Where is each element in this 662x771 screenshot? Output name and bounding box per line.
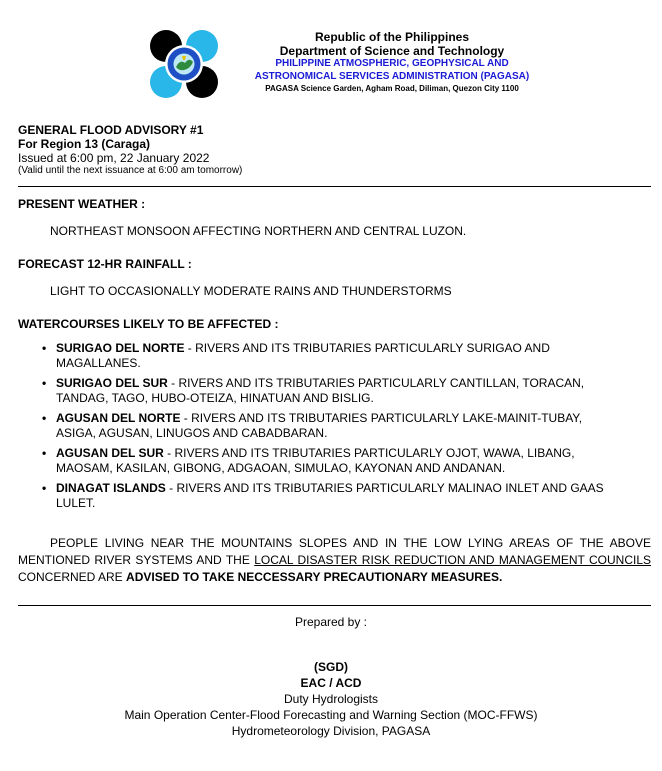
signatory-division: Hydrometeorology Division, PAGASA	[231, 724, 431, 738]
divider-top	[18, 186, 651, 187]
province-name: AGUSAN DEL SUR	[56, 446, 164, 460]
list-item	[40, 341, 620, 371]
agency-line-1: PHILIPPINE ATMOSPHERIC, GEOPHYSICAL AND	[275, 58, 509, 69]
river-list: - RIVERS AND ITS TRIBUTARIES PARTICULARLY LAKE-MAINIT-TUBAY, ASIGA, AGUSAN, LINUGOS AND CABADBARAN.	[56, 411, 583, 440]
river-list: - RIVERS AND ITS TRIBUTARIES PARTICULARLY OJOT, WAWA, LIBANG, MAOSAM, KASILAN, GIBONG, ADGAOAN, SIMULAO, KAYONAN AND ANDANAN.	[56, 446, 575, 475]
province-name: AGUSAN DEL NORTE	[56, 411, 181, 425]
province-name: SURIGAO DEL NORTE	[56, 341, 185, 355]
present-weather-text: NORTHEAST MONSOON AFFECTING NORTHERN AND CENTRAL LUZON.	[50, 224, 467, 238]
advisory-issued: Issued at 6:00 pm, 22 January 2022	[18, 151, 210, 165]
list-item	[40, 376, 620, 406]
precaution-text-1: PEOPLE LIVING NEAR THE MOUNTAINS SLOPES AND IN THE LOW LYING AREAS OF THE ABOVE MENTIONED RIVER SYSTEMS AND THE	[18, 536, 651, 567]
river-list: - RIVERS AND ITS TRIBUTARIES PARTICULARLY CANTILLAN, TORACAN, TANDAG, TAGO, HUBO-OTEIZA, HINATUAN AND BISLIG.	[56, 376, 585, 405]
advisory-title: GENERAL FLOOD ADVISORY #1	[18, 123, 204, 137]
bullet-icon: •	[42, 376, 47, 390]
precaution-paragraph	[18, 535, 651, 586]
advisory-region: For Region 13 (Caraga)	[18, 137, 151, 151]
watercourse-list	[40, 341, 620, 516]
agency-line-2: ASTRONOMICAL SERVICES ADMINISTRATION (PAGASA)	[254, 70, 530, 82]
province-name: DINAGAT ISLANDS	[56, 481, 166, 495]
forecast-heading: FORECAST 12-HR RAINFALL :	[18, 257, 192, 271]
signed-mark: (SGD)	[314, 660, 348, 674]
province-name: SURIGAO DEL SUR	[56, 376, 168, 390]
signatory-section: Main Operation Center-Flood Forecasting and Warning Section (MOC-FFWS)	[124, 708, 538, 722]
signature-block	[0, 659, 662, 739]
watercourses-heading: WATERCOURSES LIKELY TO BE AFFECTED :	[18, 317, 279, 331]
list-item	[40, 411, 620, 441]
drrm-councils-text: LOCAL DISASTER RISK REDUCTION AND MANAGEMENT COUNCILS	[254, 553, 651, 567]
river-list: - RIVERS AND ITS TRIBUTARIES PARTICULARLY SURIGAO AND MAGALLANES.	[56, 341, 550, 370]
bullet-icon: •	[42, 341, 47, 355]
bullet-icon: •	[42, 481, 47, 495]
address-line: PAGASA Science Garden, Agham Road, Diliman, Quezon City 1100	[265, 84, 519, 93]
forecast-text: LIGHT TO OCCASIONALLY MODERATE RAINS AND THUNDERSTORMS	[50, 284, 452, 298]
department-line: Department of Science and Technology	[279, 44, 505, 58]
river-list: - RIVERS AND ITS TRIBUTARIES PARTICULARLY MALINAO INLET AND GAAS LULET.	[56, 481, 604, 510]
bullet-icon: •	[42, 411, 47, 425]
signatory-role: Duty Hydrologists	[283, 692, 379, 706]
precaution-text-2: CONCERNED ARE	[18, 570, 127, 584]
divider-bottom	[18, 605, 651, 606]
advisory-info	[18, 123, 242, 177]
signatory-names: EAC / ACD	[300, 676, 362, 690]
letterhead	[232, 30, 552, 94]
republic-line: Republic of the Philippines	[314, 30, 469, 44]
prepared-by-label: Prepared by :	[294, 615, 368, 629]
advisory-validity: (Valid until the next issuance at 6:00 am tomorrow)	[18, 165, 243, 176]
precaution-advice: ADVISED TO TAKE NECCESSARY PRECAUTIONARY MEASURES.	[126, 570, 503, 584]
bullet-icon: •	[42, 446, 47, 460]
pagasa-logo	[149, 29, 219, 99]
list-item	[40, 481, 620, 511]
list-item	[40, 446, 620, 476]
present-weather-heading: PRESENT WEATHER :	[18, 197, 146, 211]
